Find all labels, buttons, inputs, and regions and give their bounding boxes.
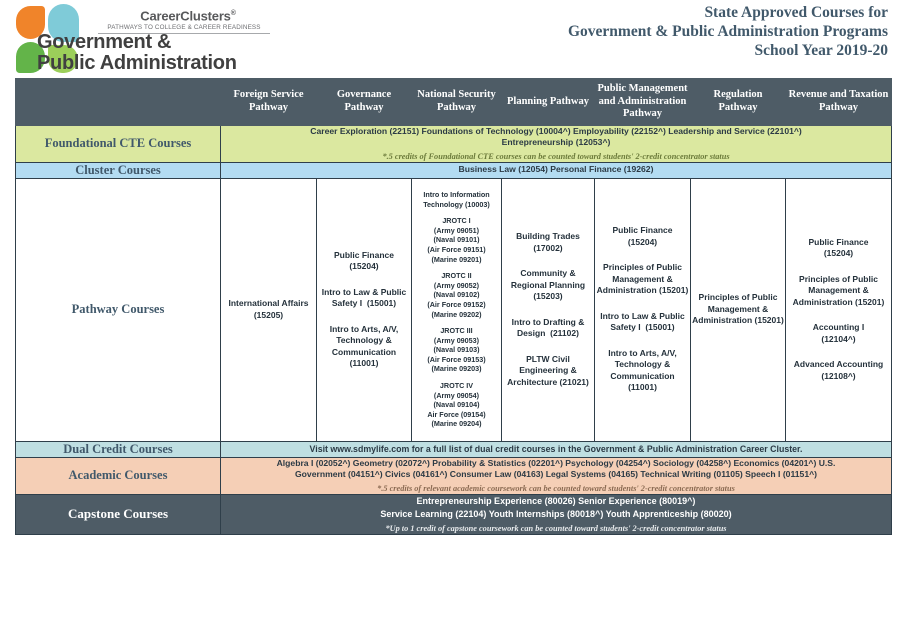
pathway-cell-revenue-taxation bbox=[786, 178, 892, 441]
page-header bbox=[0, 0, 900, 78]
careerclusters-brand bbox=[98, 7, 278, 34]
course-entry: Advanced Accounting (12108^) bbox=[793, 359, 884, 381]
table-column-header-row bbox=[16, 79, 892, 126]
course-entry: Public Finance (15204) bbox=[334, 249, 394, 271]
academic-line-2: Government (04151^) Civics (04161^) Consumer Law (04163) Legal Systems (04165) Technical Writing (01105) Speech I (01151^) bbox=[295, 469, 817, 479]
row-label-academic-courses: Academic Courses bbox=[16, 457, 221, 494]
course-entry: Principles of Public Management & Administration (15201) bbox=[596, 262, 689, 296]
course-entry: PLTW Civil Engineering & Architecture (21021) bbox=[507, 353, 589, 387]
course-entry: Intro to Drafting & Design (21102) bbox=[511, 316, 585, 338]
pathway-cell-national-security bbox=[412, 178, 502, 441]
foundational-note: *.5 credits of Foundational CTE courses can be counted toward students' 2-credit concentrator status bbox=[382, 151, 730, 161]
cluster-name bbox=[37, 32, 237, 74]
foundational-line-2: Entrepreneurship (12053^) bbox=[501, 137, 611, 147]
careerclusters-title: CareerClusters® bbox=[140, 8, 236, 24]
course-entry: Principles of Public Management & Administration (15201) bbox=[692, 292, 784, 326]
cluster-name-line1: Government & bbox=[37, 31, 172, 53]
course-entry: Public Finance (15204) bbox=[808, 236, 869, 259]
capstone-courses-content bbox=[221, 494, 892, 534]
cluster-name-line2: Public Administration bbox=[37, 52, 237, 74]
page-title-line3: School Year 2019-20 bbox=[754, 42, 888, 59]
column-header-revenue-taxation: Revenue and Taxation Pathway bbox=[786, 79, 892, 126]
course-entry: International Affairs (15205) bbox=[228, 298, 309, 320]
course-entry: Intro to Arts, A/V, Technology & Communication (11001) bbox=[329, 323, 399, 368]
course-entry: Intro to Law & Public Safety I (15001) bbox=[321, 286, 407, 308]
table-row-cluster-courses bbox=[16, 162, 892, 178]
table-row-capstone-courses bbox=[16, 494, 892, 534]
course-entry: JROTC II (Army 09052) (Naval 09102) (Air Force 09152) (Marine 09202) bbox=[427, 271, 486, 319]
capstone-line-2: Service Learning (22104) Youth Internships (80018^) Youth Apprenticeship (80020) bbox=[380, 508, 732, 519]
cluster-courses-content bbox=[221, 162, 892, 178]
approved-courses-table bbox=[15, 78, 892, 535]
course-entry: Accounting I (12104^) bbox=[812, 322, 865, 344]
careerclusters-tagline: PATHWAYS TO COLLEGE & CAREER READINESS bbox=[98, 24, 270, 34]
pathway-cell-governance bbox=[317, 178, 412, 441]
pathway-cell-foreign-service bbox=[221, 178, 317, 441]
academic-courses-content bbox=[221, 457, 892, 494]
page-title bbox=[568, 3, 888, 60]
course-entry: Community & Regional Planning (15203) bbox=[510, 268, 586, 301]
column-header-public-management: Public Management and Administration Pathway bbox=[595, 79, 691, 126]
capstone-line-1: Entrepreneurship Experience (80026) Senior Experience (80019^) bbox=[416, 495, 696, 506]
capstone-note: *Up to 1 credit of capstone coursework can be counted toward students' 2-credit concentrator status bbox=[385, 523, 727, 533]
column-header-foreign-service: Foreign Service Pathway bbox=[221, 79, 317, 126]
trademark-mark: ® bbox=[230, 10, 236, 17]
foundational-cte-content bbox=[221, 125, 892, 162]
cluster-line-1: Business Law (12054) Personal Finance (19262) bbox=[458, 164, 654, 175]
column-header-governance: Governance Pathway bbox=[317, 79, 412, 126]
course-entry: JROTC III (Army 09053) (Naval 09103) (Air Force 09153) (Marine 09203) bbox=[427, 326, 486, 374]
row-label-cluster-courses: Cluster Courses bbox=[16, 162, 221, 178]
row-label-foundational-cte: Foundational CTE Courses bbox=[16, 125, 221, 162]
foundational-line-1: Career Exploration (22151) Foundations of Technology (10004^) Employability (22152^) Leadership and Service (22101^) bbox=[310, 125, 802, 136]
academic-line-1: Algebra I (02052^) Geometry (02072^) Probability & Statistics (02201^) Psychology (04254^) Sociology (04258^) Economics (04201^) U.S. bbox=[276, 457, 836, 468]
row-label-dual-credit: Dual Credit Courses bbox=[16, 441, 221, 457]
pathway-cell-regulation bbox=[691, 178, 786, 441]
course-entry: JROTC I (Army 09051) (Naval 09101) (Air Force 09151) (Marine 09201) bbox=[427, 216, 486, 264]
column-header-national-security: National Security Pathway bbox=[412, 79, 502, 126]
academic-note: *.5 credits of relevant academic coursework can be counted toward students' 2-credit concentrator status bbox=[377, 483, 735, 493]
pathway-cell-planning bbox=[502, 178, 595, 441]
pathway-cell-public-management bbox=[595, 178, 691, 441]
page-title-line2: Government & Public Administration Programs bbox=[567, 23, 888, 40]
table-row-dual-credit bbox=[16, 441, 892, 457]
dual-credit-content[interactable]: Visit www.sdmylife.com for a full list of dual credit courses in the Government & Public Administration Career Cluster. bbox=[221, 441, 892, 457]
corner-cell bbox=[16, 79, 221, 126]
table-row-pathway-courses bbox=[16, 178, 892, 441]
course-entry: Building Trades (17002) bbox=[516, 231, 580, 253]
course-entry: Intro to Law & Public Safety I (15001) bbox=[600, 310, 685, 333]
column-header-regulation: Regulation Pathway bbox=[691, 79, 786, 126]
row-label-capstone-courses: Capstone Courses bbox=[16, 494, 221, 534]
course-entry: Principles of Public Management & Administration (15201) bbox=[792, 273, 885, 307]
table-row-foundational-cte bbox=[16, 125, 892, 162]
column-header-planning: Planning Pathway bbox=[502, 79, 595, 126]
page-title-line1: State Approved Courses for bbox=[704, 4, 888, 21]
table-row-academic-courses bbox=[16, 457, 892, 494]
course-entry: JROTC IV (Army 09054) (Naval 09104) Air Force (09154) (Marine 09204) bbox=[427, 381, 486, 429]
course-entry: Public Finance (15204) bbox=[612, 225, 673, 247]
course-entry: Intro to Information Technology (10003) bbox=[423, 189, 490, 209]
course-entry: Intro to Arts, A/V, Technology & Communication (11001) bbox=[608, 347, 677, 393]
row-label-pathway-courses: Pathway Courses bbox=[16, 178, 221, 441]
